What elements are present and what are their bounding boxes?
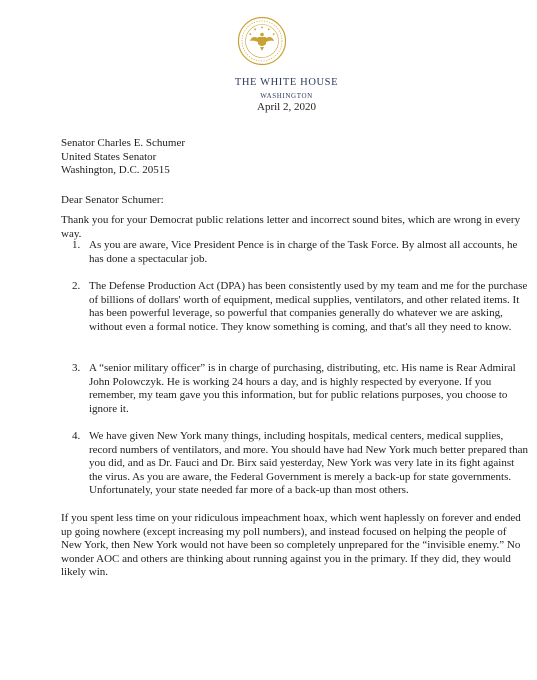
presidential-seal-icon (237, 16, 287, 66)
letter-date: April 2, 2020 (257, 101, 316, 113)
letterhead-title: THE WHITE HOUSE (234, 77, 339, 88)
recipient-address (61, 137, 185, 178)
item-number: 4. (72, 430, 81, 442)
item-text: The Defense Production Act (DPA) has been consistently used by my team and me for the purchase of billions of dollars' worth of equipment, medical supplies, ventilators, and other related items. It has been powerful leverage, so powerful that companies generally do whatever we are asking, without even a formal notice. They know something is coming, and that's all they need to know. (89, 280, 528, 333)
recipient-position: United States Senator (61, 150, 157, 163)
recipient-location: Washington, D.C. 20515 (61, 164, 170, 177)
item-text: A “senior military officer” is in charge of purchasing, distributing, etc. His name is Rear Admiral John Polowczyk. He is working 24 hours a day, and is highly respected by everyone. If you remember, my team gave you this information, but for public relations purposes, you choose to ignore it. (89, 362, 516, 415)
closing-paragraph: If you spent less time on your ridiculous impeachment hoax, which went haplessly on forever and ended up going nowhere (except increasing my poll numbers), and instead focused on helping the people of New York, then New York would not have been so completely unprepared for the “invisible enemy.” No wonder AOC and others are thinking about running against you in the primary. If they did, they would likely win. (61, 512, 521, 579)
item-number: 2. (72, 280, 81, 292)
item-number: 3. (72, 362, 81, 374)
item-number: 1. (72, 239, 81, 251)
item-text: We have given New York many things, including hospitals, medical centers, medical supplies, record numbers of ventilators, and more. You should have had New York much better prepared than you did, and as Dr. Fauci and Dr. Birx said yesterday, New York was very late in its fight against the virus. As you are aware, the Federal Government is merely a back-up for state governments. Unfortunately, your state needed far more of a back-up than most others. (89, 430, 528, 497)
intro-paragraph: Thank you for your Democrat public relations letter and incorrect sound bites, which are wrong in every way. (61, 214, 521, 240)
salutation: Dear Senator Schumer: (61, 194, 164, 206)
recipient-name: Senator Charles E. Schumer (61, 137, 186, 149)
letterhead-city: WASHINGTON (260, 92, 313, 100)
item-text: As you are aware, Vice President Pence is in charge of the Task Force. By almost all accounts, he has done a spectacular job. (89, 239, 518, 265)
